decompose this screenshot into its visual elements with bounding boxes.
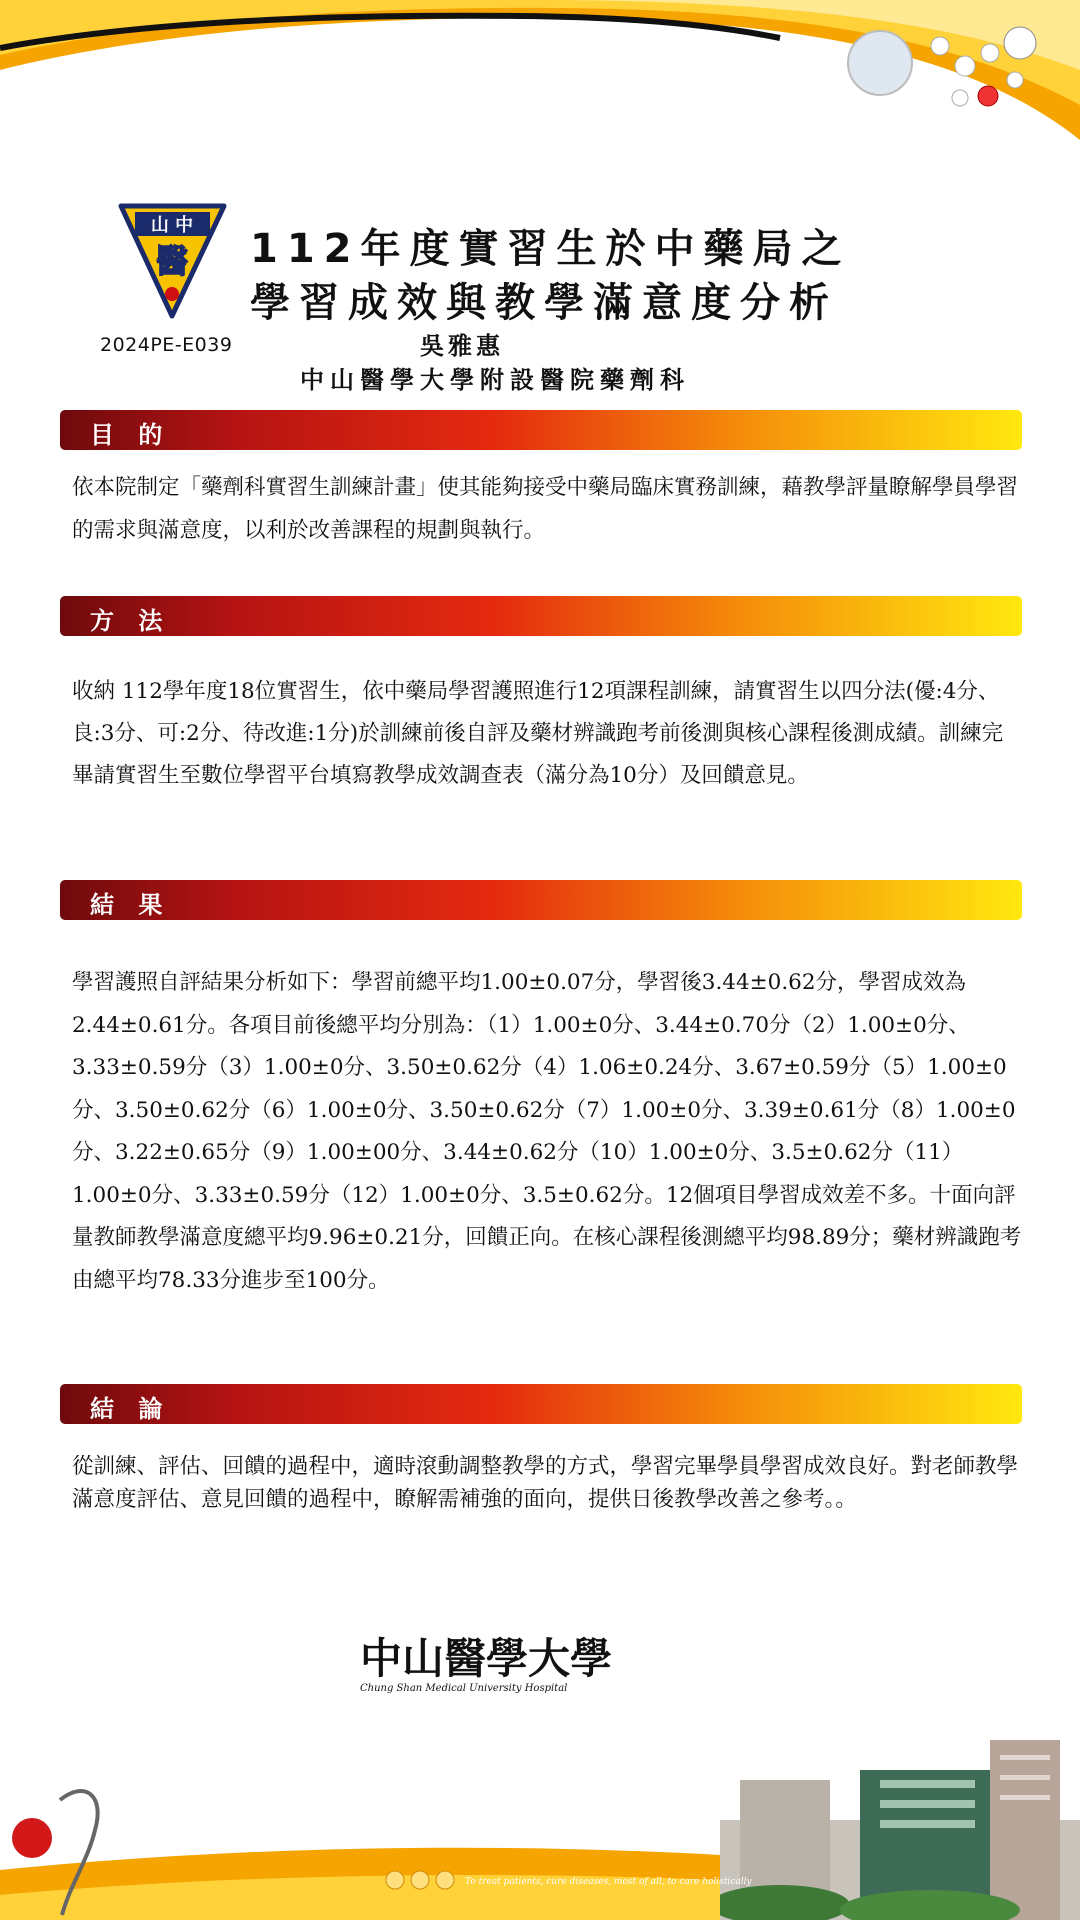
university-crest-logo xyxy=(115,200,230,320)
section-heading-method: 方 法 xyxy=(90,607,171,635)
hospital-building-illustration xyxy=(710,1740,1080,1920)
svg-text:To treat patients, cure diseas: To treat patients, cure diseases, most of all, to care holistically xyxy=(465,1877,752,1887)
hospital-logo xyxy=(360,1625,630,1695)
method-text: 收納 112學年度18位實習生，依中藥局學習護照進行12項課程訓練，請實習生以四分法(優:4分、良:3分、可:2分、待改進:1分)於訓練前後自評及藥材辨識跑考前後測與核心課程後測成績。訓練完畢請實習生至數位學習平台填寫教學成效調查表（滿分為10分）及回饋意見。 xyxy=(72,679,1004,788)
svg-text:中山醫學大學: 中山醫學大學 xyxy=(360,1634,613,1683)
section-heading-conclusion: 結 論 xyxy=(90,1395,171,1423)
section-heading-purpose: 目 的 xyxy=(90,421,171,449)
svg-text:山 中: 山 中 xyxy=(150,215,194,236)
svg-text:醫: 醫 xyxy=(155,242,189,280)
section-bar-conclusion xyxy=(60,1384,1022,1424)
section-bar-purpose xyxy=(60,410,1022,450)
poster-title-line2: 學習成效與教學滿意度分析 xyxy=(250,280,838,326)
section-bar-method xyxy=(60,596,1022,636)
results-text: 學習護照自評結果分析如下：學習前總平均1.00±0.07分，學習後3.44±0.62分，學習成效為2.44±0.61分。各項目前後總平均分別為：（1）1.00±0分、3.44±0.70分（2）1.00±0分、3.33±0.59分（3）1.00±0分、3.50±0.62分（4）1.06±0.24分、3.67±0.59分（5）1.00±0分、3.50±0.62分（6）1.00±0分、3.50±0.62分（7）1.00±0分、3.39±0.61分（8）1.00±0分、3.22±0.65分（9）1.00±00分、3.44±0.62分（10）1.00±0分、3.5±0.62分（11）1.00±0分、3.33±0.59分（12）1.00±0分、3.5±0.62分。12個項目學習成效差不多。十面向評量教師教學滿意度總平均9.96±0.21分，回饋正向。在核心課程後測總平均98.89分；藥材辨識跑考由總平均78.33分進步至100分。 xyxy=(72,970,1022,1293)
purpose-text: 依本院制定「藥劑科實習生訓練計畫」使其能夠接受中藥局臨床實務訓練，藉教學評量瞭解學員學習的需求與滿意度，以利於改善課程的規劃與執行。 xyxy=(72,475,1019,543)
section-bar-results xyxy=(60,880,1022,920)
poster-title-line1: 112年度實習生於中藥局之 xyxy=(250,226,851,272)
conclusion-text: 從訓練、評估、回饋的過程中，適時滾動調整教學的方式，學習完畢學員學習成效良好。對老師教學滿意度評估、意見回饋的過程中，瞭解需補強的面向，提供日後教學改善之參考。。 xyxy=(72,1454,1019,1512)
section-heading-results: 結 果 xyxy=(90,891,171,919)
bottom-decorative-band xyxy=(0,1720,1080,1920)
medical-icons-cluster xyxy=(840,18,1040,128)
poster-code: 2024PE-E039 xyxy=(100,334,233,356)
poster-title xyxy=(250,222,870,330)
author-name: 吳雅惠 xyxy=(420,332,504,360)
svg-text:Chung Shan Medical University: Chung Shan Medical University Hospital xyxy=(360,1683,568,1694)
author-affiliation: 中山醫學大學附設醫院藥劑科 xyxy=(300,366,690,394)
